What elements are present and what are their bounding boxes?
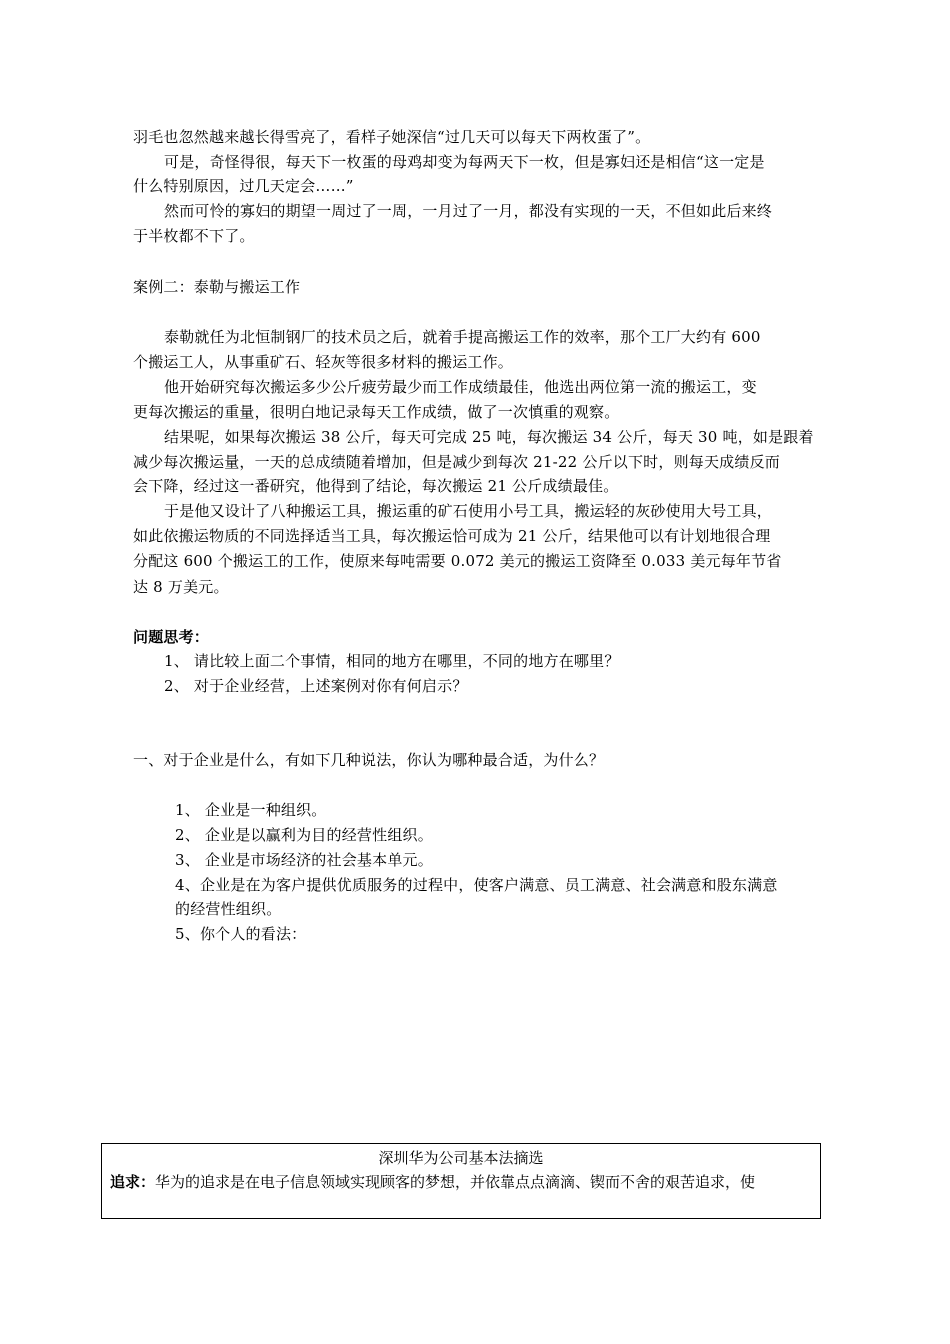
option-item: 1、 企业是一种组织。 — [175, 801, 327, 819]
section1-heading: 一、对于企业是什么，有如下几种说法，你认为哪种最合适，为什么？ — [133, 751, 605, 769]
huawei-excerpt-box — [101, 1143, 821, 1219]
case2-line: 会下降，经过这一番研究，他得到了结论，每次搬运 21 公斤成绩最佳。 — [133, 477, 619, 495]
huawei-box-title: 深圳华为公司基本法摘选 — [378, 1149, 544, 1167]
option-item: 4、企业是在为客户提供优质服务的过程中，使客户满意、员工满意、社会满意和股东满意 — [175, 876, 778, 894]
case2-heading: 案例二：泰勒与搬运工作 — [133, 278, 301, 296]
option-item: 3、 企业是市场经济的社会基本单元。 — [175, 851, 433, 869]
story-line: 于半枚都不下了。 — [133, 227, 255, 245]
case2-line: 他开始研究每次搬运多少公斤疲劳最少而工作成绩最佳，他选出两位第一流的搬运工，变 — [164, 378, 757, 396]
story-line: 然而可怜的寡妇的期望一周过了一周，一月过了一月，都没有实现的一天，不但如此后来终 — [164, 202, 773, 220]
questions-heading: 问题思考： — [133, 628, 210, 646]
story-line: 可是，奇怪得很，每天下一枚蛋的母鸡却变为每两天下一枚，但是寡妇还是相信“这一定是 — [164, 153, 765, 171]
case2-line: 如此依搬运物质的不同选择适当工具，每次搬运恰可成为 21 公斤，结果他可以有计划地很合理 — [133, 527, 771, 545]
case2-line: 更每次搬运的重量，很明白地记录每天工作成绩，做了一次慎重的观察。 — [133, 403, 620, 421]
case2-line: 分配这 600 个搬运工的工作，使原来每吨需要 0.072 美元的搬运工资降至 0.033 美元每年节省 — [133, 552, 782, 570]
case2-line: 于是他又设计了八种搬运工具，搬运重的矿石使用小号工具，搬运轻的灰砂使用大号工具， — [164, 502, 773, 520]
option-item: 2、 企业是以赢利为目的经营性组织。 — [175, 826, 433, 844]
huawei-box-line — [110, 1172, 755, 1192]
case2-line: 个搬运工人，从事重矿石、轻灰等很多材料的搬运工作。 — [133, 353, 514, 371]
option-item-continued: 的经营性组织。 — [175, 900, 282, 918]
question-item: 2、 对于企业经营，上述案例对你有何启示？ — [164, 677, 468, 695]
case2-line: 结果呢，如果每次搬运 38 公斤，每天可完成 25 吨，每次搬运 34 公斤，每天 30 吨，如是跟着 — [164, 428, 814, 446]
question-item: 1、 请比较上面二个事情，相同的地方在哪里，不同的地方在哪里？ — [164, 652, 620, 670]
case2-line: 泰勒就任为北恒制钢厂的技术员之后，就着手提高搬运工作的效率，那个工厂大约有 600 — [164, 328, 761, 346]
huawei-box-label: 追求： — [110, 1173, 156, 1191]
case2-line: 减少每次搬运量，一天的总成绩随着增加，但是减少到每次 21-22 公斤以下时，则每天成绩反而 — [133, 453, 780, 471]
story-line: 什么特别原因，过几天定会……” — [133, 177, 354, 195]
case2-line: 达 8 万美元。 — [133, 578, 229, 596]
huawei-box-text: 华为的追求是在电子信息领域实现顾客的梦想，并依靠点点滴滴、锲而不舍的艰苦追求，使 — [155, 1173, 756, 1191]
option-item: 5、你个人的看法： — [175, 925, 307, 943]
story-line: 羽毛也忽然越来越长得雪亮了，看样子她深信“过几天可以每天下两枚蛋了”。 — [133, 128, 651, 146]
